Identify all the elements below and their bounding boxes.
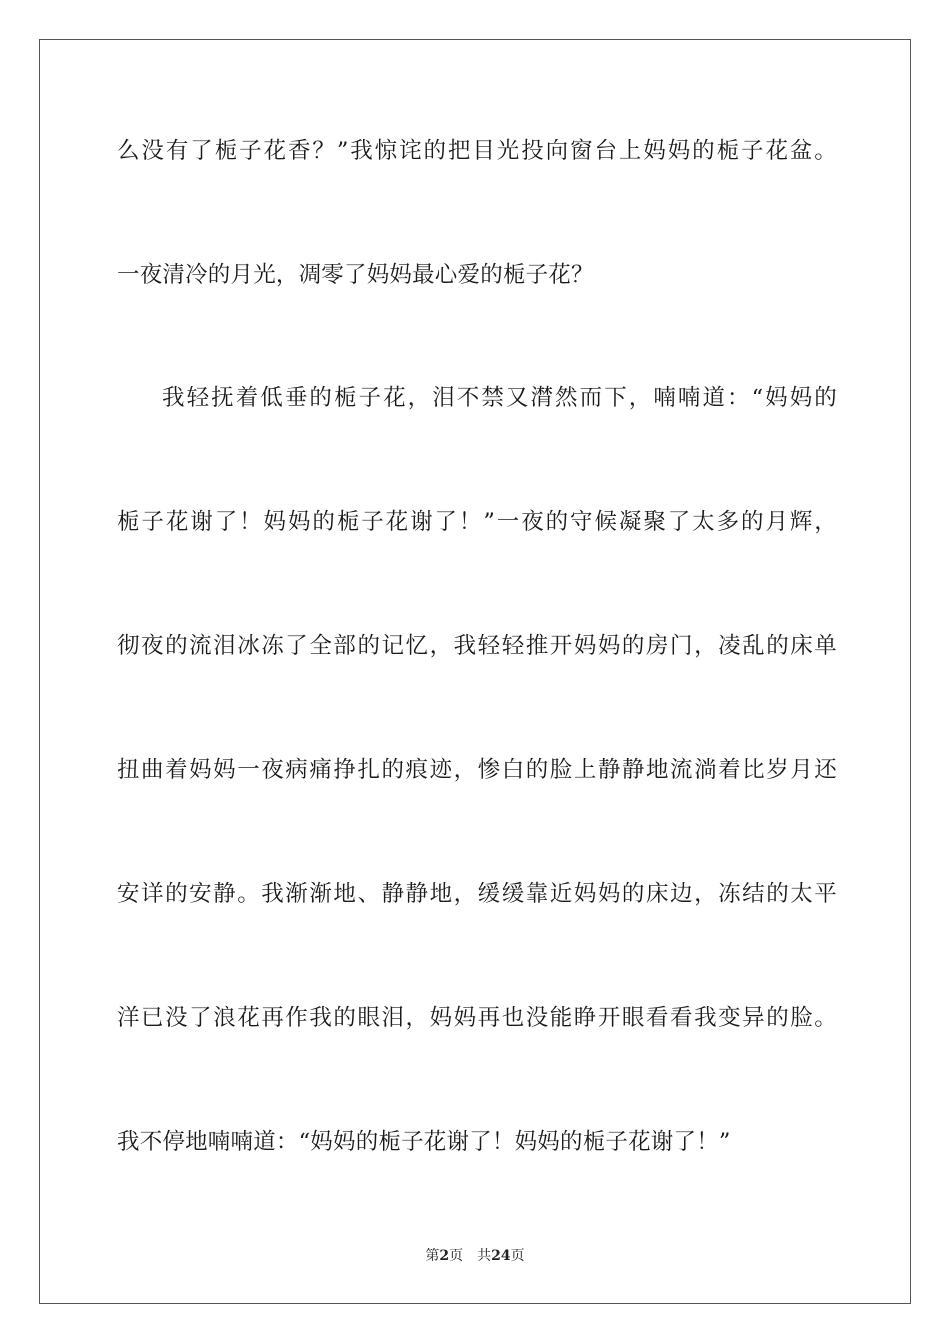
body-text-line-5: 彻夜的流泪冰冻了全部的记忆，我轻轻推开妈妈的房门，凌乱的床单 bbox=[117, 633, 837, 659]
body-text-line-6: 扭曲着妈妈一夜病痛挣扎的痕迹，惨白的脸上静静地流淌着比岁月还 bbox=[117, 757, 837, 783]
body-text-line-9: 我不停地喃喃道：“妈妈的栀子花谢了！妈妈的栀子花谢了！” bbox=[117, 1129, 731, 1155]
total-label-suffix: 页 bbox=[510, 1248, 525, 1264]
page-footer bbox=[0, 1246, 950, 1266]
body-text-line-8: 洋已没了浪花再作我的眼泪，妈妈再也没能睁开眼看看我变异的脸。 bbox=[117, 1005, 837, 1031]
total-page-count: 24 bbox=[491, 1248, 511, 1264]
page-border bbox=[39, 39, 911, 1304]
body-text-line-3: 我轻抚着低垂的栀子花，泪不禁又潸然而下，喃喃道：“妈妈的 bbox=[162, 385, 837, 411]
page-label-prefix: 第 bbox=[425, 1248, 440, 1264]
body-text-line-4: 栀子花谢了！妈妈的栀子花谢了！”一夜的守候凝聚了太多的月辉， bbox=[117, 509, 837, 535]
page-label-suffix: 页 bbox=[449, 1248, 464, 1264]
body-text-line-1: 么没有了栀子花香？”我惊诧的把目光投向窗台上妈妈的栀子花盆。 bbox=[117, 138, 837, 164]
body-text-line-2: 一夜清冷的月光，凋零了妈妈最心爱的栀子花？ bbox=[117, 262, 594, 288]
total-label-prefix: 共 bbox=[477, 1248, 492, 1264]
body-text-line-7: 安详的安静。我渐渐地、静静地，缓缓靠近妈妈的床边，冻结的太平 bbox=[117, 881, 837, 907]
current-page-number: 2 bbox=[439, 1248, 450, 1264]
